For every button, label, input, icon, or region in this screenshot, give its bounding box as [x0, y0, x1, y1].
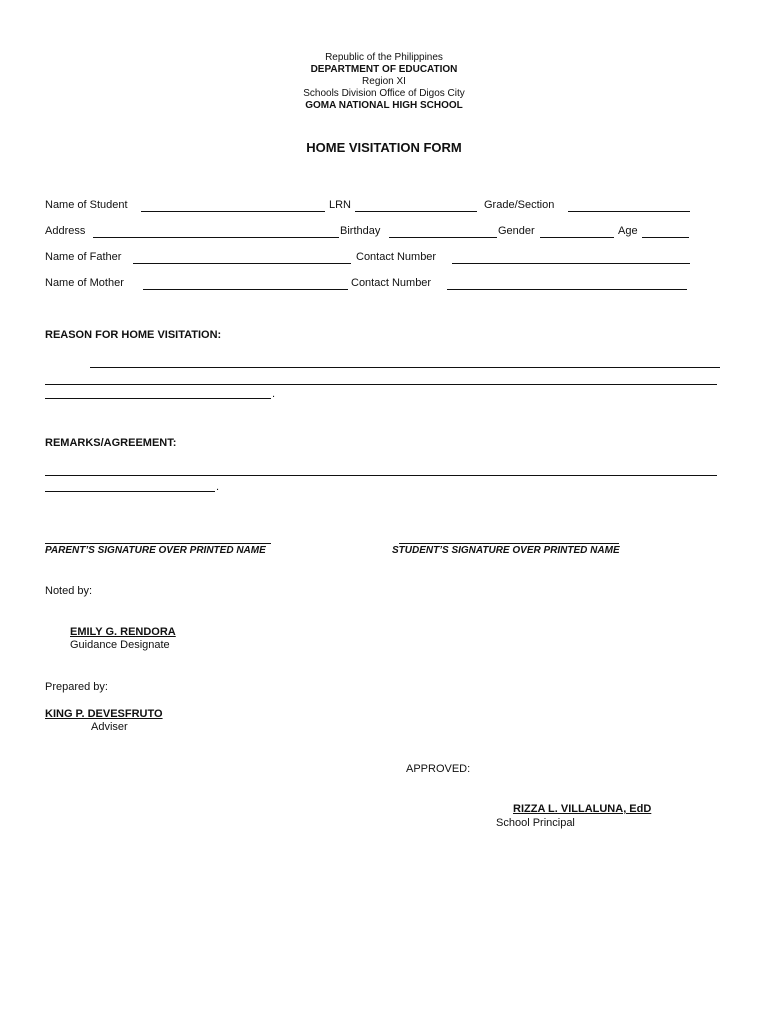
- name-of-father-field[interactable]: [133, 263, 351, 264]
- header-division: Schools Division Office of Digos City: [303, 88, 465, 99]
- header-region: Region XI: [362, 76, 406, 87]
- reason-period: .: [272, 388, 276, 400]
- name-of-student-field[interactable]: [141, 211, 325, 212]
- reason-line-1[interactable]: [90, 367, 720, 368]
- header-school: GOMA NATIONAL HIGH SCHOOL: [305, 100, 463, 111]
- father-contact-number-field[interactable]: [452, 263, 690, 264]
- reason-line-3[interactable]: [45, 398, 271, 399]
- reason-heading: REASON FOR HOME VISITATION:: [45, 329, 222, 341]
- name-of-mother-label: Name of Mother: [45, 277, 124, 289]
- name-of-student-label: Name of Student: [45, 199, 128, 211]
- remarks-period: .: [216, 481, 220, 493]
- prepared-by-name: KING P. DEVESFRUTO: [45, 708, 163, 720]
- name-of-mother-field[interactable]: [143, 289, 348, 290]
- address-label: Address: [45, 225, 86, 237]
- noted-by-label: Noted by:: [45, 585, 93, 597]
- parent-signature-caption: PARENT’S SIGNATURE OVER PRINTED NAME: [45, 545, 266, 556]
- grade-section-label: Grade/Section: [484, 199, 555, 211]
- approved-by-position: School Principal: [496, 817, 575, 829]
- birthday-field[interactable]: [389, 237, 497, 238]
- lrn-field[interactable]: [355, 211, 477, 212]
- remarks-line-2[interactable]: [45, 491, 215, 492]
- student-signature-caption: STUDENT’S SIGNATURE OVER PRINTED NAME: [392, 545, 620, 556]
- header-department: DEPARTMENT OF EDUCATION: [310, 64, 458, 75]
- gender-field[interactable]: [540, 237, 614, 238]
- gender-label: Gender: [498, 225, 535, 237]
- grade-section-field[interactable]: [568, 211, 690, 212]
- name-of-father-label: Name of Father: [45, 251, 122, 263]
- remarks-line-1[interactable]: [45, 475, 717, 476]
- approved-label: APPROVED:: [406, 763, 471, 775]
- prepared-by-label: Prepared by:: [45, 681, 108, 693]
- noted-by-name: EMILY G. RENDORA: [70, 626, 176, 638]
- form-title: HOME VISITATION FORM: [306, 140, 462, 155]
- remarks-heading: REMARKS/AGREEMENT:: [45, 437, 177, 449]
- approved-by-name: RIZZA L. VILLALUNA, EdD: [513, 803, 652, 815]
- mother-contact-number-field[interactable]: [447, 289, 687, 290]
- lrn-label: LRN: [329, 199, 352, 211]
- birthday-label: Birthday: [340, 225, 381, 237]
- age-field[interactable]: [642, 237, 689, 238]
- address-field[interactable]: [93, 237, 339, 238]
- noted-by-position: Guidance Designate: [70, 639, 170, 651]
- header-republic: Republic of the Philippines: [325, 52, 443, 63]
- prepared-by-position: Adviser: [91, 721, 128, 733]
- mother-contact-number-label: Contact Number: [351, 277, 432, 289]
- father-contact-number-label: Contact Number: [356, 251, 437, 263]
- parent-signature-line[interactable]: [45, 543, 271, 544]
- student-signature-line[interactable]: [399, 543, 619, 544]
- reason-line-2[interactable]: [45, 384, 717, 385]
- age-label: Age: [618, 225, 638, 237]
